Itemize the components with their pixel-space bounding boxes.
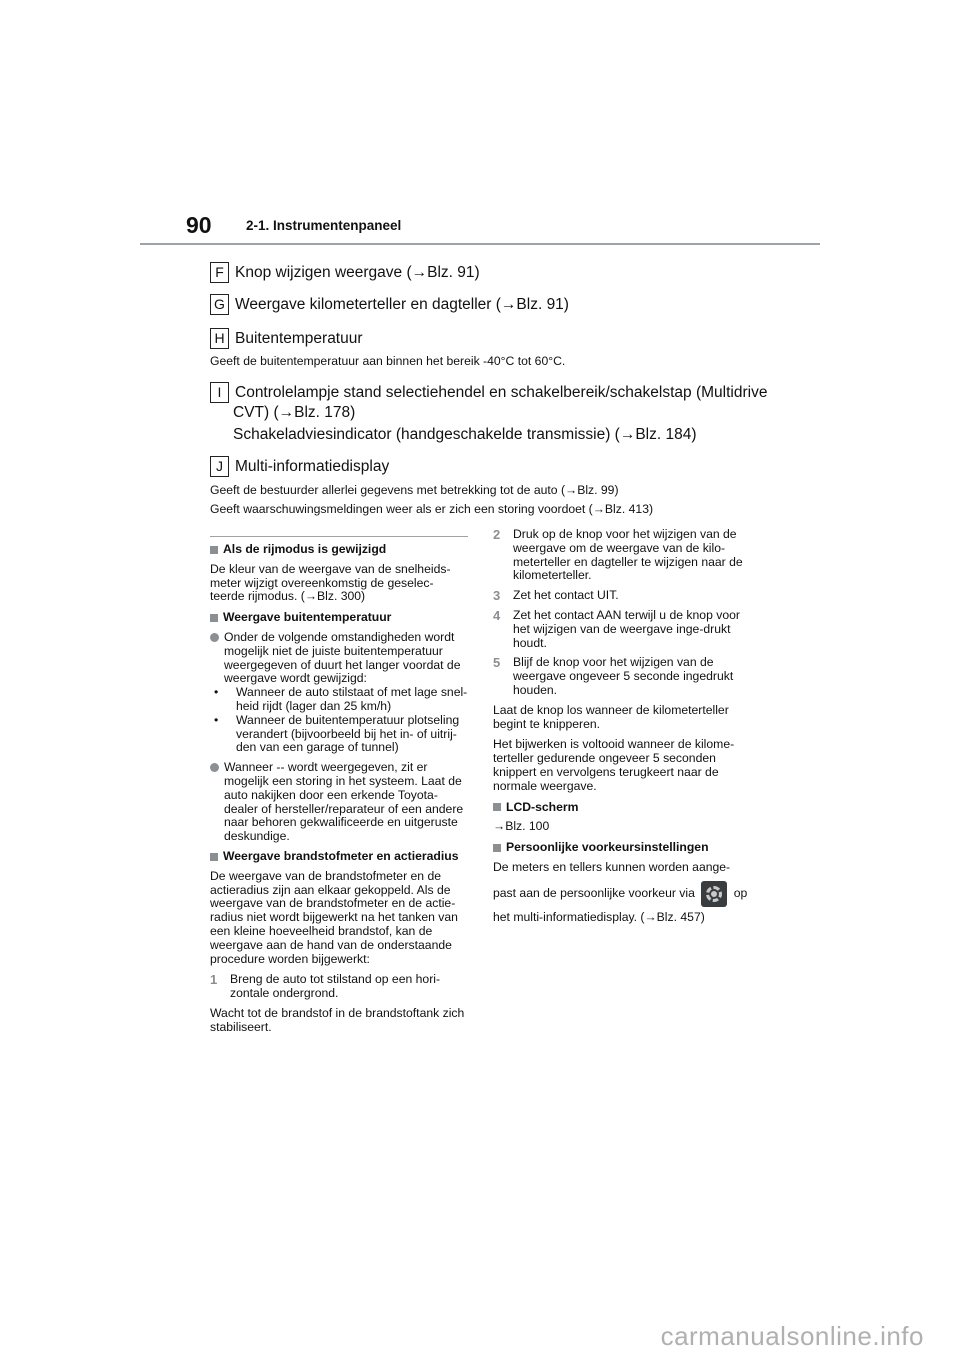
heading-text: Weergave brandstofmeter en actieradius [223,848,459,863]
page-number: 90 [186,212,212,238]
step-text: Blijf de knop voor het wijzigen van de weergave ongeveer 5 seconde ingedrukt houden. [513,655,734,697]
paragraph: Laat de knop los wanneer de kilometerteller begint te knipperen. [493,702,729,731]
heading-buitentemperatuur [210,611,468,625]
legend-text: Multi-informatiedisplay [235,457,390,475]
heading-text: LCD-scherm [506,799,579,814]
legend-letter: H [210,328,229,349]
step-number: 4 [493,607,501,623]
legend-text: Knop wijzigen weergave (→Blz. 91) [235,263,480,281]
list-item [210,631,468,755]
step-item [493,528,753,583]
step-text: Breng de auto tot stilstand op een hori-zontale ondergrond. [230,972,441,1001]
legend-text: Weergave kilometerteller en dagteller (→Blz. 91) [235,295,569,313]
sub-bullet-text: Wanneer de buitentemperatuur plotseling verandert (bijvoorbeeld bij het in- of uitrij-den van een garage of tunnel) [236,712,460,755]
legend-item-i [210,382,767,403]
legend-text: Buitentemperatuur [235,329,363,347]
watermark: carmanualsonline.info [660,1321,924,1351]
paragraph: Het bijwerken is voltooid wanneer de kilome-terteller gedurende ongeveer 5 seconden knippert en vervolgens terugkeert naar de normale weergave. [493,737,735,793]
legend-letter: I [210,382,229,403]
heading-text: Persoonlijke voorkeursinstellingen [506,840,709,855]
heading-rijmodus [210,543,468,557]
step-item [493,589,753,603]
settings-gear-icon [701,881,727,907]
list-item [210,761,468,844]
legend-item-g [210,294,569,315]
legend-letter: F [210,262,229,283]
square-bullet-icon [210,614,218,622]
legend-letter: G [210,294,229,315]
paragraph-text: op [733,885,748,900]
heading-voorkeursinstellingen [493,841,753,855]
square-bullet-icon [210,546,218,554]
sub-list-item: • Wanneer de buitentemperatuur plotseling verandert (bijvoorbeeld bij het in- of uitrij-den van een garage of tunnel) [210,714,468,755]
heading-text: Als de rijmodus is gewijzigd [223,542,387,556]
paragraph-with-icon [493,879,753,907]
square-bullet-icon [493,844,501,852]
step-number: 5 [493,655,501,671]
step-text: Druk op de knop voor het wijzigen van de weergave om de weergave van de kilo-meterteller en dagteller te wijzigen naar de kilometerteller. [513,527,743,583]
step-number: 2 [493,527,501,542]
sub-bullet-text: Wanneer de auto stilstaat of met lage snel-heid rijdt (lager dan 25 km/h) [236,685,468,713]
legend-text: Controlelampje stand selectiehendel en schakelbereik/schakelstap (Multidrive [235,383,768,401]
paragraph-text: past aan de persoonlijke voorkeur via [493,885,695,900]
legend-note-h: Geeft de buitentemperatuur aan binnen het bereik -40°C tot 60°C. [210,354,566,368]
legend-text-i-line3: Schakeladviesindicator (handgeschakelde transmissie) (→Blz. 184) [233,426,697,443]
heading-lcd-scherm [493,801,753,815]
heading-brandstofmeter [210,850,468,864]
header-divider [140,243,820,245]
paragraph: Wacht tot de brandstof in de brandstoftank zich stabiliseert. [210,1005,465,1034]
square-bullet-icon [493,803,501,811]
circle-bullet-icon [210,633,219,642]
step-number: 1 [210,972,218,988]
circle-bullet-icon [210,763,219,772]
step-text: Zet het contact UIT. [513,588,619,603]
paragraph: De weergave van de brandstofmeter en de actieradius zijn aan elkaar gekoppeld. Als de weergave van de brandstofmeter en de actie-radius niet wordt bijgewerkt na het tanken van een kleine hoeveelheid brandstof, kan de weergave aan de hand van de onderstaande procedure worden bijgewerkt: [210,868,458,966]
step-item [493,609,753,650]
page-reference: →Blz. 100 [493,819,550,834]
bullet-text: Onder de volgende omstandigheden wordt mogelijk niet de juiste buitentemperatuur weergegeven of duurt het langer voordat de weergave wordt gewijzigd: [224,629,461,686]
bullet-text: Wanneer -- wordt weergegeven, zit er mogelijk een storing in het systeem. Laat de auto nakijken door een erkende Toyota-dealer of hersteller/reparateur of een andere naar behoren gekwalificeerde en uitgeruste deskundige. [224,760,464,844]
legend-note-j-2: Geeft waarschuwingsmeldingen weer als er zich een storing voordoet (→Blz. 413) [210,502,654,516]
right-column [493,528,753,932]
heading-text: Weergave buitentemperatuur [223,610,392,625]
legend-item-f [210,262,480,283]
paragraph: De meters en tellers kunnen worden aange- [493,859,731,874]
sub-list-item: • Wanneer de auto stilstaat of met lage snel-heid rijdt (lager dan 25 km/h) [214,685,468,713]
legend-item-j [210,456,389,477]
step-item [210,973,468,1001]
legend-item-h [210,328,363,349]
legend-text-i-line2: CVT) (→Blz. 178) [233,404,356,421]
square-bullet-icon [210,853,218,861]
step-item [493,656,753,697]
step-text: Zet het contact AAN terwijl u de knop voor het wijzigen van de weergave inge-drukt houdt. [513,607,740,650]
section-title: 2-1. Instrumentenpaneel [246,218,402,233]
paragraph: het multi-informatiedisplay. (→Blz. 457) [493,909,705,924]
legend-note-j-1: Geeft de bestuurder allerlei gegevens met betrekking tot de auto (→Blz. 99) [210,483,619,497]
legend-letter: J [210,456,229,477]
column-divider [210,536,468,537]
step-number: 3 [493,588,501,604]
paragraph: De kleur van de weergave van de snelheids-meter wijzigt overeenkomstig de geselec-teerde rijmodus. (→Blz. 300) [210,561,451,604]
left-column [210,536,468,1042]
